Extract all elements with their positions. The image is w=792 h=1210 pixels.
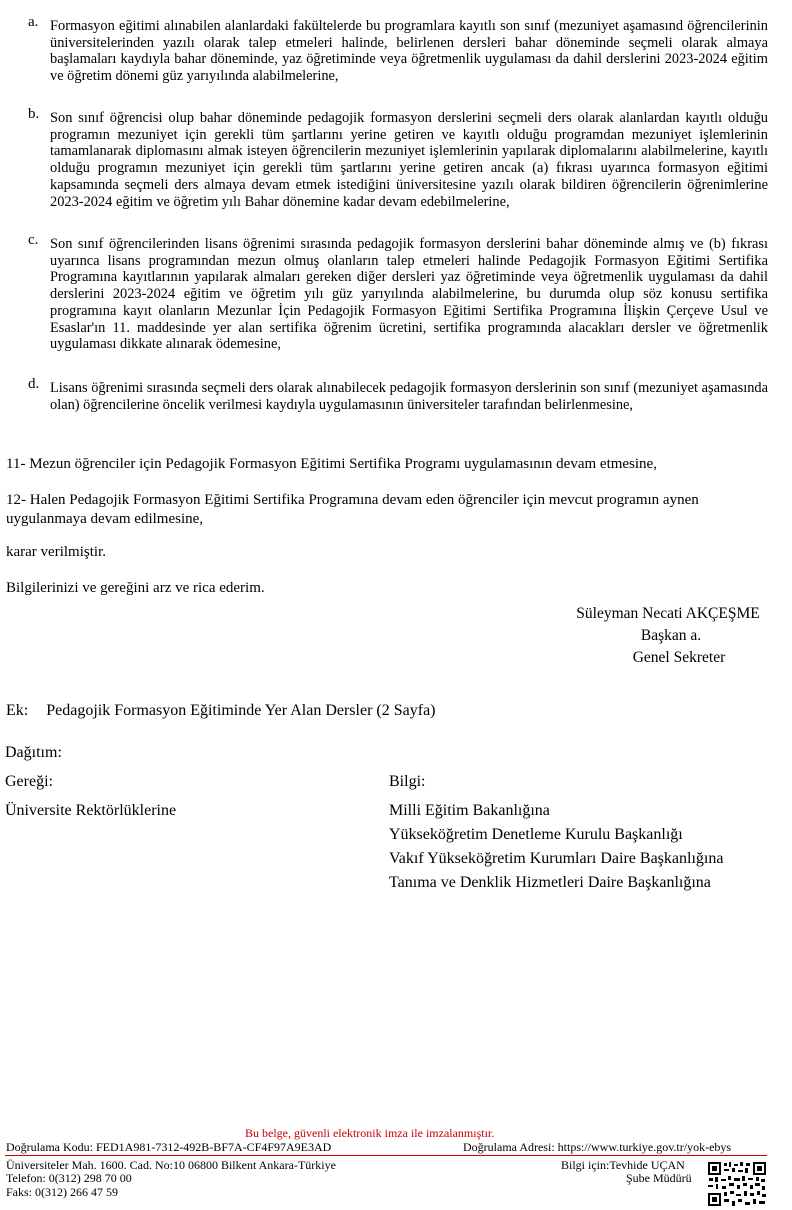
verification-address: Doğrulama Adresi: https://www.turkiye.gov.tr/yok-ebys [463,1140,732,1154]
contact-title: Şube Müdürü [626,1171,692,1185]
attachment-text: Pedagojik Formasyon Eğitiminde Yer Alan Dersler (2 Sayfa) [46,702,436,719]
action-recipient: Üniversite Rektörlüklerine [5,802,177,819]
action-label: Gereği: [5,773,53,790]
list-item-text: Son sınıf öğrencilerinden lisans öğrenimi sırasında pedagojik formasyon derslerini bahar döneminde almış ve (b) fıkrası uyarınca lisans programından mezun olmuş olanların talep etmeleri halinde Pedagojik Formasyon Eğitimi Sertifika Programına kayıtlarının yapılarak almaları gereken diğer dersleri yaz öğretiminde veya öğretmenlik uygulaması da dahil derslerini 2023-2024 eğitim ve öğretim yılı güz yarıyılında alabilmelerine, bu durumda olup söz konusu sertifika programına kayıt olanların Mezunlar İçin Pedagojik Formasyon Eğitimi Sertifika Programına İlişkin Çerçeve Usul ve Esaslar'ın 11. maddesinde yer alan sertifika öğrenim ücretini, sertifika programında alacakları dersler ve öğretmenlik uygulaması dikkate alınarak ödemesine, [50,236,768,353]
list-item-b [28,106,768,210]
signatory-name: Süleyman Necati AKÇEŞME [576,605,760,622]
footer-divider [5,1155,767,1156]
info-recipient: Milli Eğitim Bakanlığına [389,802,550,819]
list-marker: b. [28,106,40,122]
info-recipient: Yükseköğretim Denetleme Kurulu Başkanlığı [389,826,683,843]
closing-text: Bilgilerinizi ve gereğini arz ve rica ederim. [6,580,265,596]
qr-code-icon [707,1161,767,1207]
paragraph-12: 12- Halen Pedagojik Formasyon Eğitimi Sertifika Programına devam eden öğrenciler için mevcut programın aynen uygulanmaya devam edilmesine, [6,492,699,527]
signatory-title: Başkan a. [640,627,702,644]
paragraph-11: 11- Mezun öğrenciler için Pedagojik Formasyon Eğitimi Sertifika Programı uygulamasının devam etmesine, [6,456,657,472]
signature-block [555,603,781,669]
list-item-text: Son sınıf öğrencisi olup bahar döneminde pedagojik formasyon derslerini seçmeli ders olarak alanlardan kayıtlı olduğu programın mezuniyet için gerekli tüm şartlarını yerine getiren ve kayıtlı olduğu programdan mezuniyet işlemlerinin tamamlanarak diplomasını almak isteyen öğrencilerin mezuniyet işlemlerinin yapılarak diplomalarını alabilmelerine, kayıtlı olduğu programın mezuniyet için gerekli tüm şartlarını yerine getiren ancak (a) fıkrası uyarınca formasyon eğitimi kapsamında seçmeli ders almaya devam etmek istediğini üniversitesine yazılı olarak bildiren öğrencilerin öğrenimlerine 2023-2024 eğitim ve öğretim yılı Bahar dönemine kadar devam edebilmelerine, [50,110,768,210]
list-marker: c. [28,232,39,248]
verification-code: Doğrulama Kodu: FED1A981-7312-492B-BF7A-CF4F97A9E3AD [6,1140,332,1154]
list-marker: d. [28,376,40,392]
info-recipient: Tanıma ve Denklik Hizmetleri Daire Başkanlığına [389,874,711,891]
info-list [389,799,723,895]
footer-phone: Telefon: 0(312) 298 70 00 [6,1171,132,1185]
list-item-text: Formasyon eğitimi alınabilen alanlardaki fakültelerde bu programlara kayıtlı son sınıf (mezuniyet aşamasınd öğrencilerinin üniversitelerinden yazılı olarak talep etmeleri halinde, belirlenen dersleri bahar döneminde seçmeli olarak almaya başlamaları kaydıyla bahar döneminde, yaz öğretiminde veya öğretmenlik uygulaması da dahil derslerini 2023-2024 eğitim ve öğretim dönemi güz yarıyılında alabilmelerine, [50,18,768,85]
attachment-line [6,702,436,720]
list-item-text: Lisans öğrenimi sırasında seçmeli ders olarak alınabilecek pedagojik formasyon derslerinin son sınıf (mezuniyet aşamasında olan) öğrencilerine öncelik verilmesi kaydıyla uygulamasının üniversiteler tarafından belirlenmesine, [50,380,768,413]
info-label: Bilgi: [389,773,426,790]
decision-text: karar verilmiştir. [6,544,106,560]
list-marker: a. [28,14,39,30]
signatory-position: Genel Sekreter [632,649,726,666]
e-signature-notice: Bu belge, güvenli elektronik imza ile imzalanmıştır. [245,1126,495,1140]
contact-person: Bilgi için:Tevhide UÇAN [561,1158,685,1172]
distribution-heading: Dağıtım: [5,744,62,761]
footer-fax: Faks: 0(312) 266 47 59 [6,1185,118,1199]
list-item-a [28,14,768,85]
attachment-label: Ek: [6,702,29,719]
list-item-c [28,232,768,353]
footer-address: Üniversiteler Mah. 1600. Cad. No:10 06800 Bilkent Ankara-Türkiye [6,1158,336,1172]
list-item-d [28,376,768,413]
action-list [5,799,176,823]
info-recipient: Vakıf Yükseköğretim Kurumları Daire Başkanlığına [389,850,724,867]
